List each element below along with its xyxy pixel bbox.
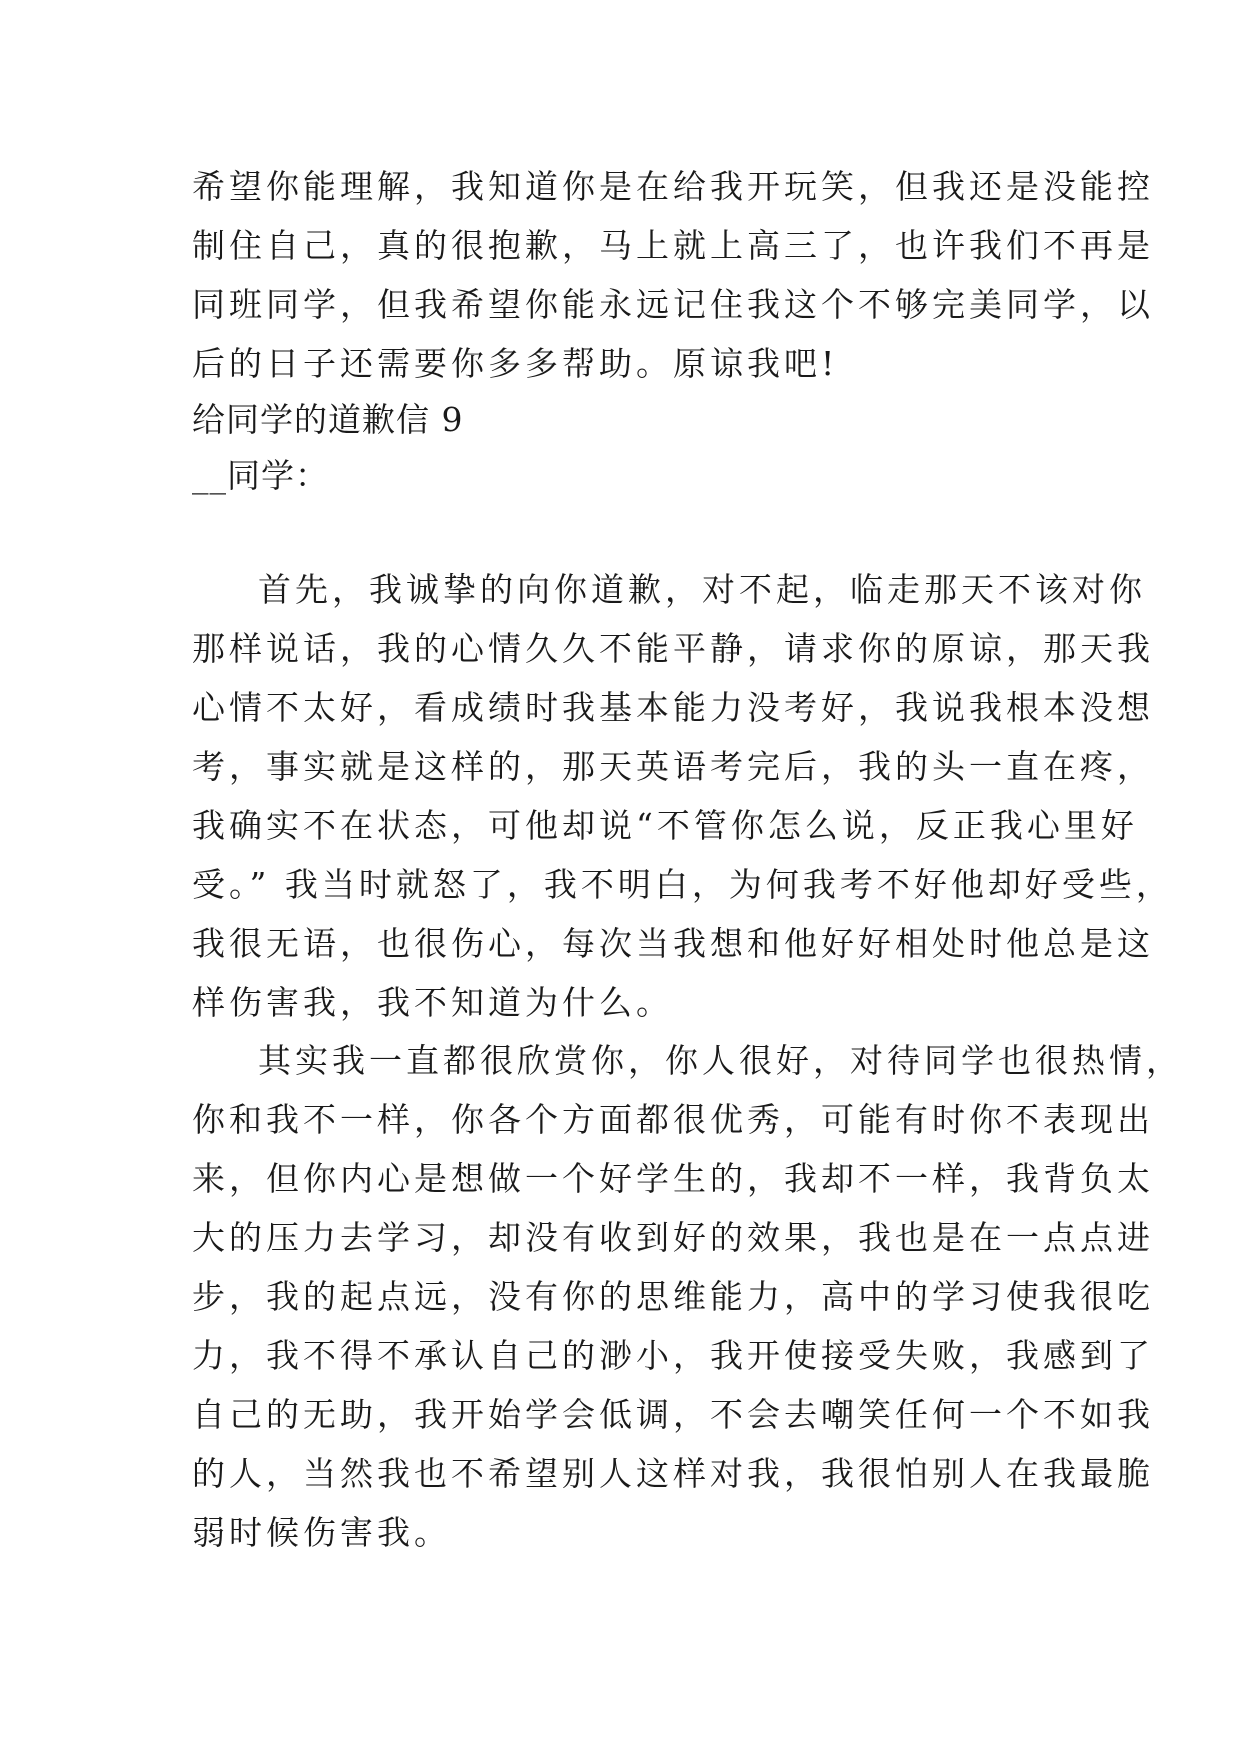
text-line: 心情不太好，看成绩时我基本能力没考好，我说我根本没想 bbox=[192, 688, 1154, 727]
text-line: 后的日子还需要你多多帮助。原谅我吧! bbox=[192, 344, 839, 383]
text-line: 的人，当然我也不希望别人这样对我，我很怕别人在我最脆 bbox=[192, 1454, 1154, 1493]
text-line: 那样说话，我的心情久久不能平静，请求你的原谅，那天我 bbox=[192, 629, 1154, 668]
text-line: 希望你能理解，我知道你是在给我开玩笑，但我还是没能控 bbox=[192, 167, 1154, 206]
salutation: __同学： bbox=[192, 456, 329, 495]
text-line: 我很无语，也很伤心，每次当我想和他好好相处时他总是这 bbox=[192, 924, 1154, 963]
text-line: 步，我的起点远，没有你的思维能力，高中的学习使我很吃 bbox=[192, 1277, 1154, 1316]
text-line: 你和我不一样，你各个方面都很优秀，可能有时你不表现出 bbox=[192, 1100, 1154, 1139]
text-line: 来，但你内心是想做一个好学生的，我却不一样，我背负太 bbox=[192, 1159, 1154, 1198]
text-line: 首先，我诚挚的向你道歉，对不起，临走那天不该对你 bbox=[258, 570, 1146, 609]
text-line: 考，事实就是这样的，那天英语考完后，我的头一直在疼， bbox=[192, 747, 1154, 786]
text-line: 我确实不在状态，可他却说“不管你怎么说，反正我心里好 bbox=[192, 806, 1138, 845]
text-line: 样伤害我，我不知道为什么。 bbox=[192, 983, 673, 1022]
text-line: 制住自己，真的很抱歉，马上就上高三了，也许我们不再是 bbox=[192, 226, 1154, 265]
text-line: 其实我一直都很欣赏你，你人很好，对待同学也很热情， bbox=[258, 1041, 1183, 1080]
text-line: 自己的无助，我开始学会低调，不会去嘲笑任何一个不如我 bbox=[192, 1395, 1154, 1434]
text-line: 力，我不得不承认自己的渺小，我开使接受失败，我感到了 bbox=[192, 1336, 1154, 1375]
text-line: 大的压力去学习，却没有收到好的效果，我也是在一点点进 bbox=[192, 1218, 1154, 1257]
text-line: 受。” 我当时就怒了，我不明白，为何我考不好他却好受些， bbox=[192, 865, 1173, 904]
text-line: 弱时候伤害我。 bbox=[192, 1513, 451, 1552]
letter-heading: 给同学的道歉信 9 bbox=[192, 400, 464, 439]
text-line: 同班同学，但我希望你能永远记住我这个不够完美同学，以 bbox=[192, 285, 1154, 324]
